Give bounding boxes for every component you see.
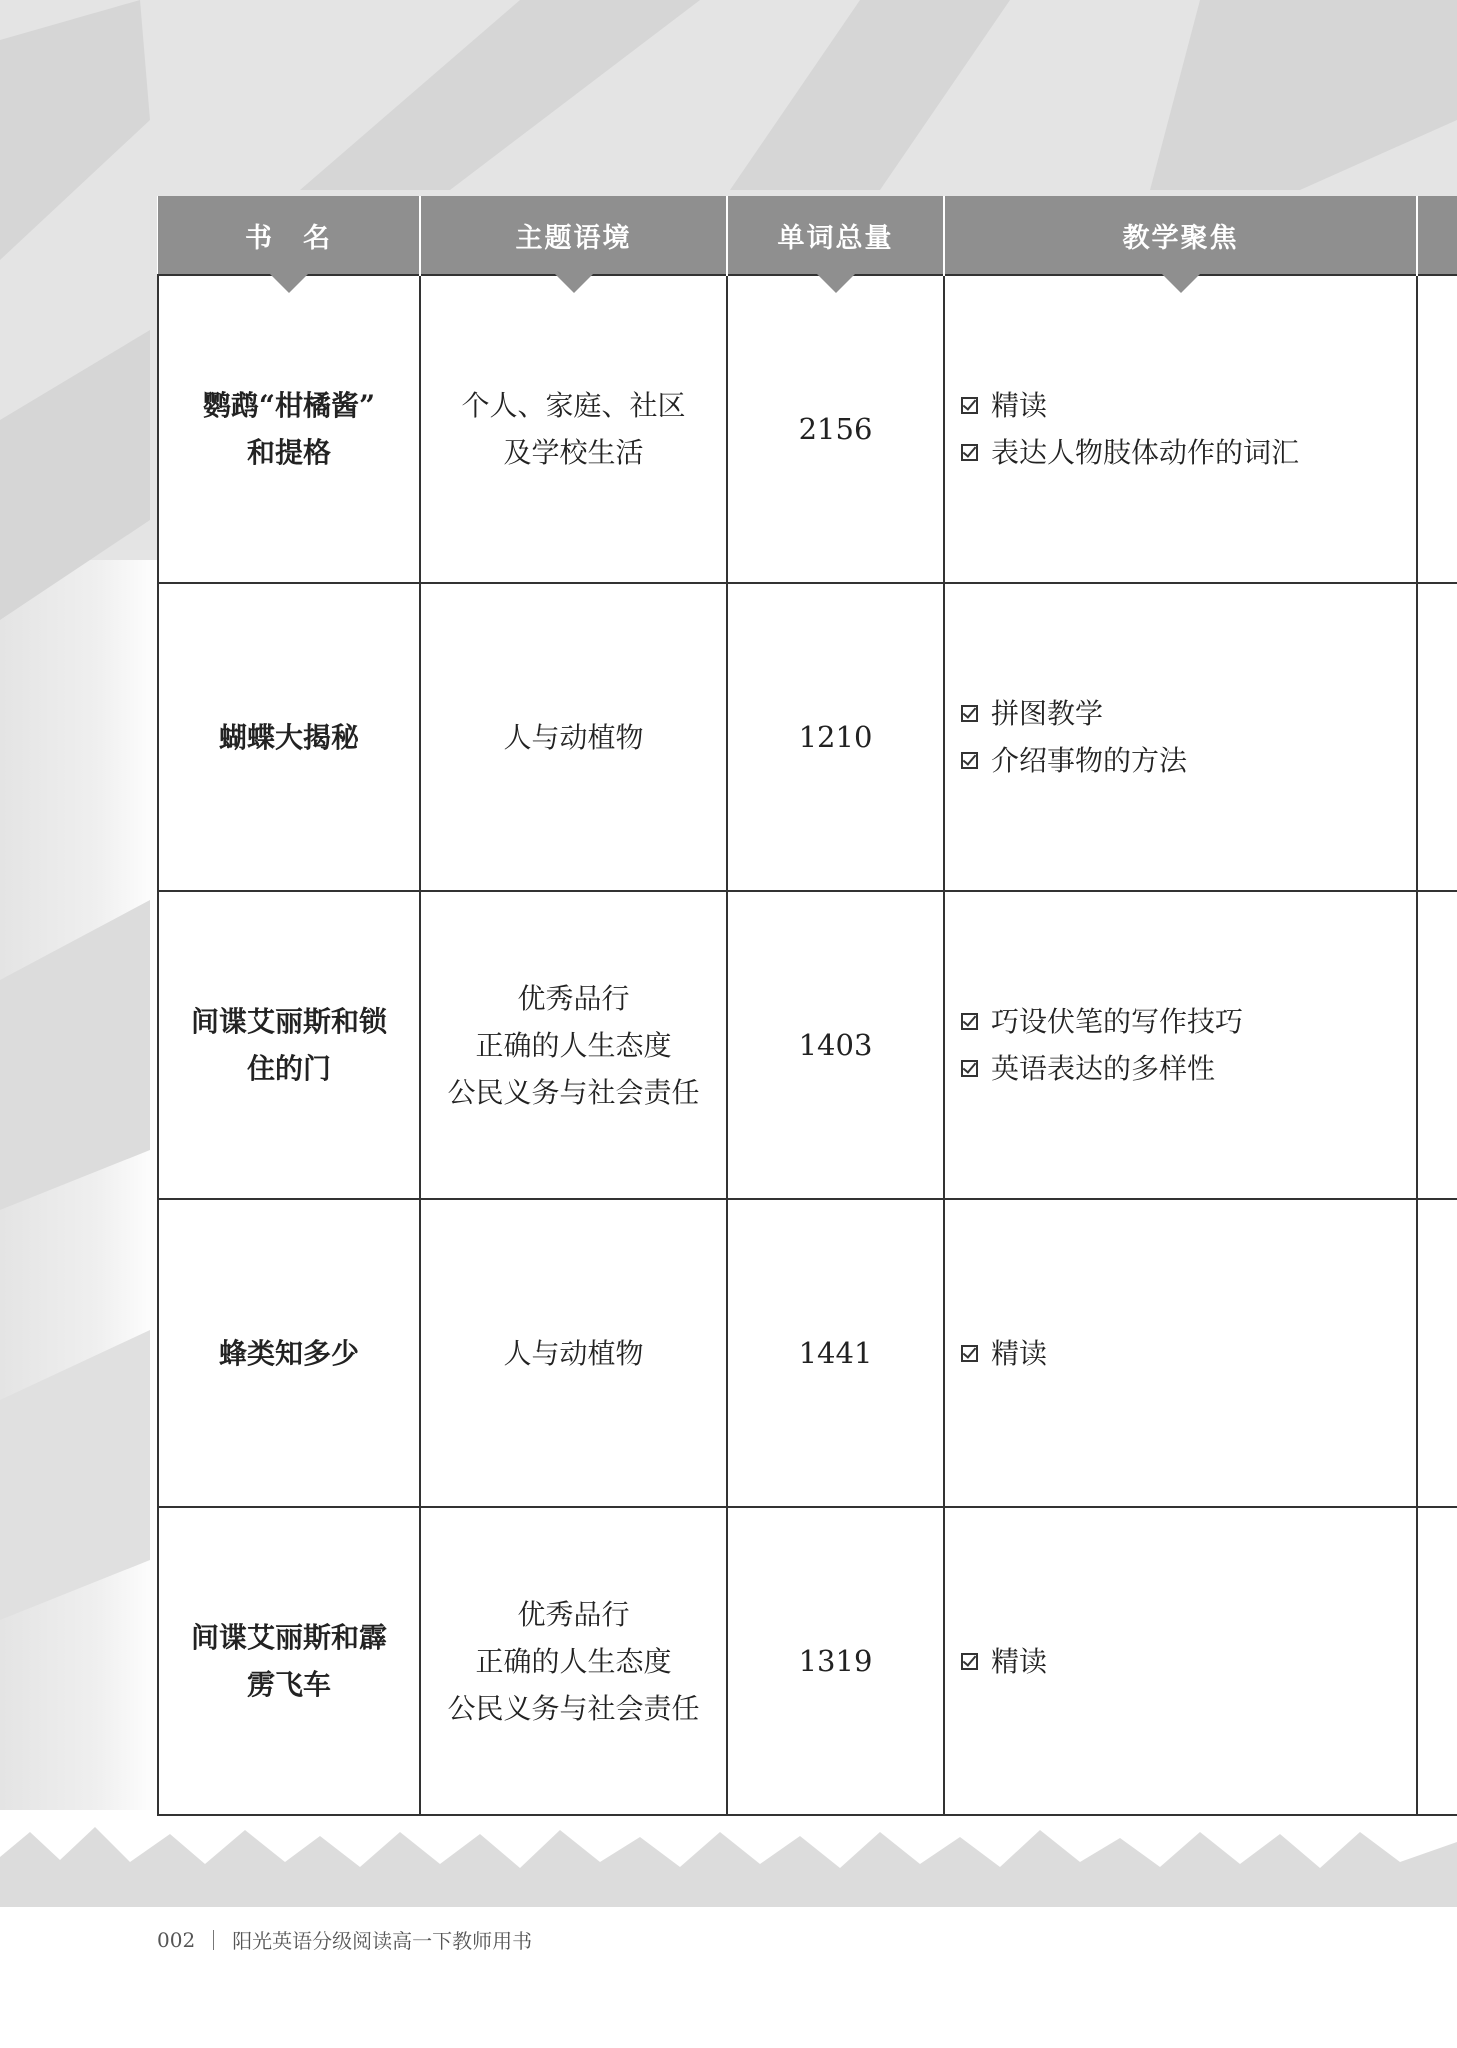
book-table-container: [157, 196, 1457, 1811]
checkbox-checked-icon: [961, 1013, 978, 1030]
checkbox-checked-icon: [961, 1653, 978, 1670]
extra-cell: [1417, 1199, 1457, 1507]
header-extra: [1417, 196, 1457, 275]
book-title: 阳光英语分级阅读高一下教师用书: [232, 1929, 533, 1953]
book-name-cell: 蝴蝶大揭秘: [158, 583, 420, 891]
focus-item: 介绍事物的方法: [961, 737, 1416, 784]
teaching-focus-cell: [944, 891, 1417, 1199]
checkbox-checked-icon: [961, 1060, 978, 1077]
table-row: [158, 275, 1457, 583]
teaching-focus-cell: [944, 1507, 1417, 1815]
theme-cell: 人与动植物: [420, 583, 727, 891]
theme-cell: 优秀品行 正确的人生态度 公民义务与社会责任: [420, 1507, 727, 1815]
table-row: [158, 583, 1457, 891]
book-table: [157, 196, 1457, 1816]
checkbox-checked-icon: [961, 705, 978, 722]
book-name-cell: 鹦鹉“柑橘酱” 和提格: [158, 275, 420, 583]
word-count-cell: 1403: [727, 891, 944, 1199]
focus-item: 拼图教学: [961, 690, 1416, 737]
focus-item: 精读: [961, 1330, 1416, 1377]
checkbox-checked-icon: [961, 444, 978, 461]
checkbox-checked-icon: [961, 752, 978, 769]
table-row: [158, 891, 1457, 1199]
header-theme: 主题语境: [420, 196, 727, 275]
table-header-row: [158, 196, 1457, 275]
table-row: [158, 1507, 1457, 1815]
footer-separator: [213, 1930, 214, 1950]
table-row: [158, 1199, 1457, 1507]
focus-item: 巧设伏笔的写作技巧: [961, 998, 1416, 1045]
word-count-cell: 1441: [727, 1199, 944, 1507]
focus-item: 精读: [961, 382, 1416, 429]
book-name-cell: 间谍艾丽斯和霹 雳飞车: [158, 1507, 420, 1815]
word-count-cell: 1319: [727, 1507, 944, 1815]
header-word-count: 单词总量: [727, 196, 944, 275]
header-book-name: 书 名: [158, 196, 420, 275]
extra-cell: [1417, 1507, 1457, 1815]
word-count-cell: 1210: [727, 583, 944, 891]
book-name-cell: 间谍艾丽斯和锁 住的门: [158, 891, 420, 1199]
extra-cell: [1417, 275, 1457, 583]
teaching-focus-cell: [944, 583, 1417, 891]
page-number: 002: [157, 1927, 196, 1952]
focus-item: 精读: [961, 1638, 1416, 1685]
checkbox-checked-icon: [961, 397, 978, 414]
theme-cell: 优秀品行 正确的人生态度 公民义务与社会责任: [420, 891, 727, 1199]
focus-item: 表达人物肢体动作的词汇: [961, 429, 1416, 476]
checkbox-checked-icon: [961, 1345, 978, 1362]
bottom-brush-band: [0, 1812, 1457, 1907]
extra-cell: [1417, 583, 1457, 891]
teaching-focus-cell: [944, 1199, 1417, 1507]
page-footer: [157, 1925, 532, 1954]
book-name-cell: 蜂类知多少: [158, 1199, 420, 1507]
extra-cell: [1417, 891, 1457, 1199]
header-teaching-focus: 教学聚焦: [944, 196, 1417, 275]
focus-item: 英语表达的多样性: [961, 1045, 1416, 1092]
theme-cell: 个人、家庭、社区 及学校生活: [420, 275, 727, 583]
word-count-cell: 2156: [727, 275, 944, 583]
theme-cell: 人与动植物: [420, 1199, 727, 1507]
teaching-focus-cell: [944, 275, 1417, 583]
